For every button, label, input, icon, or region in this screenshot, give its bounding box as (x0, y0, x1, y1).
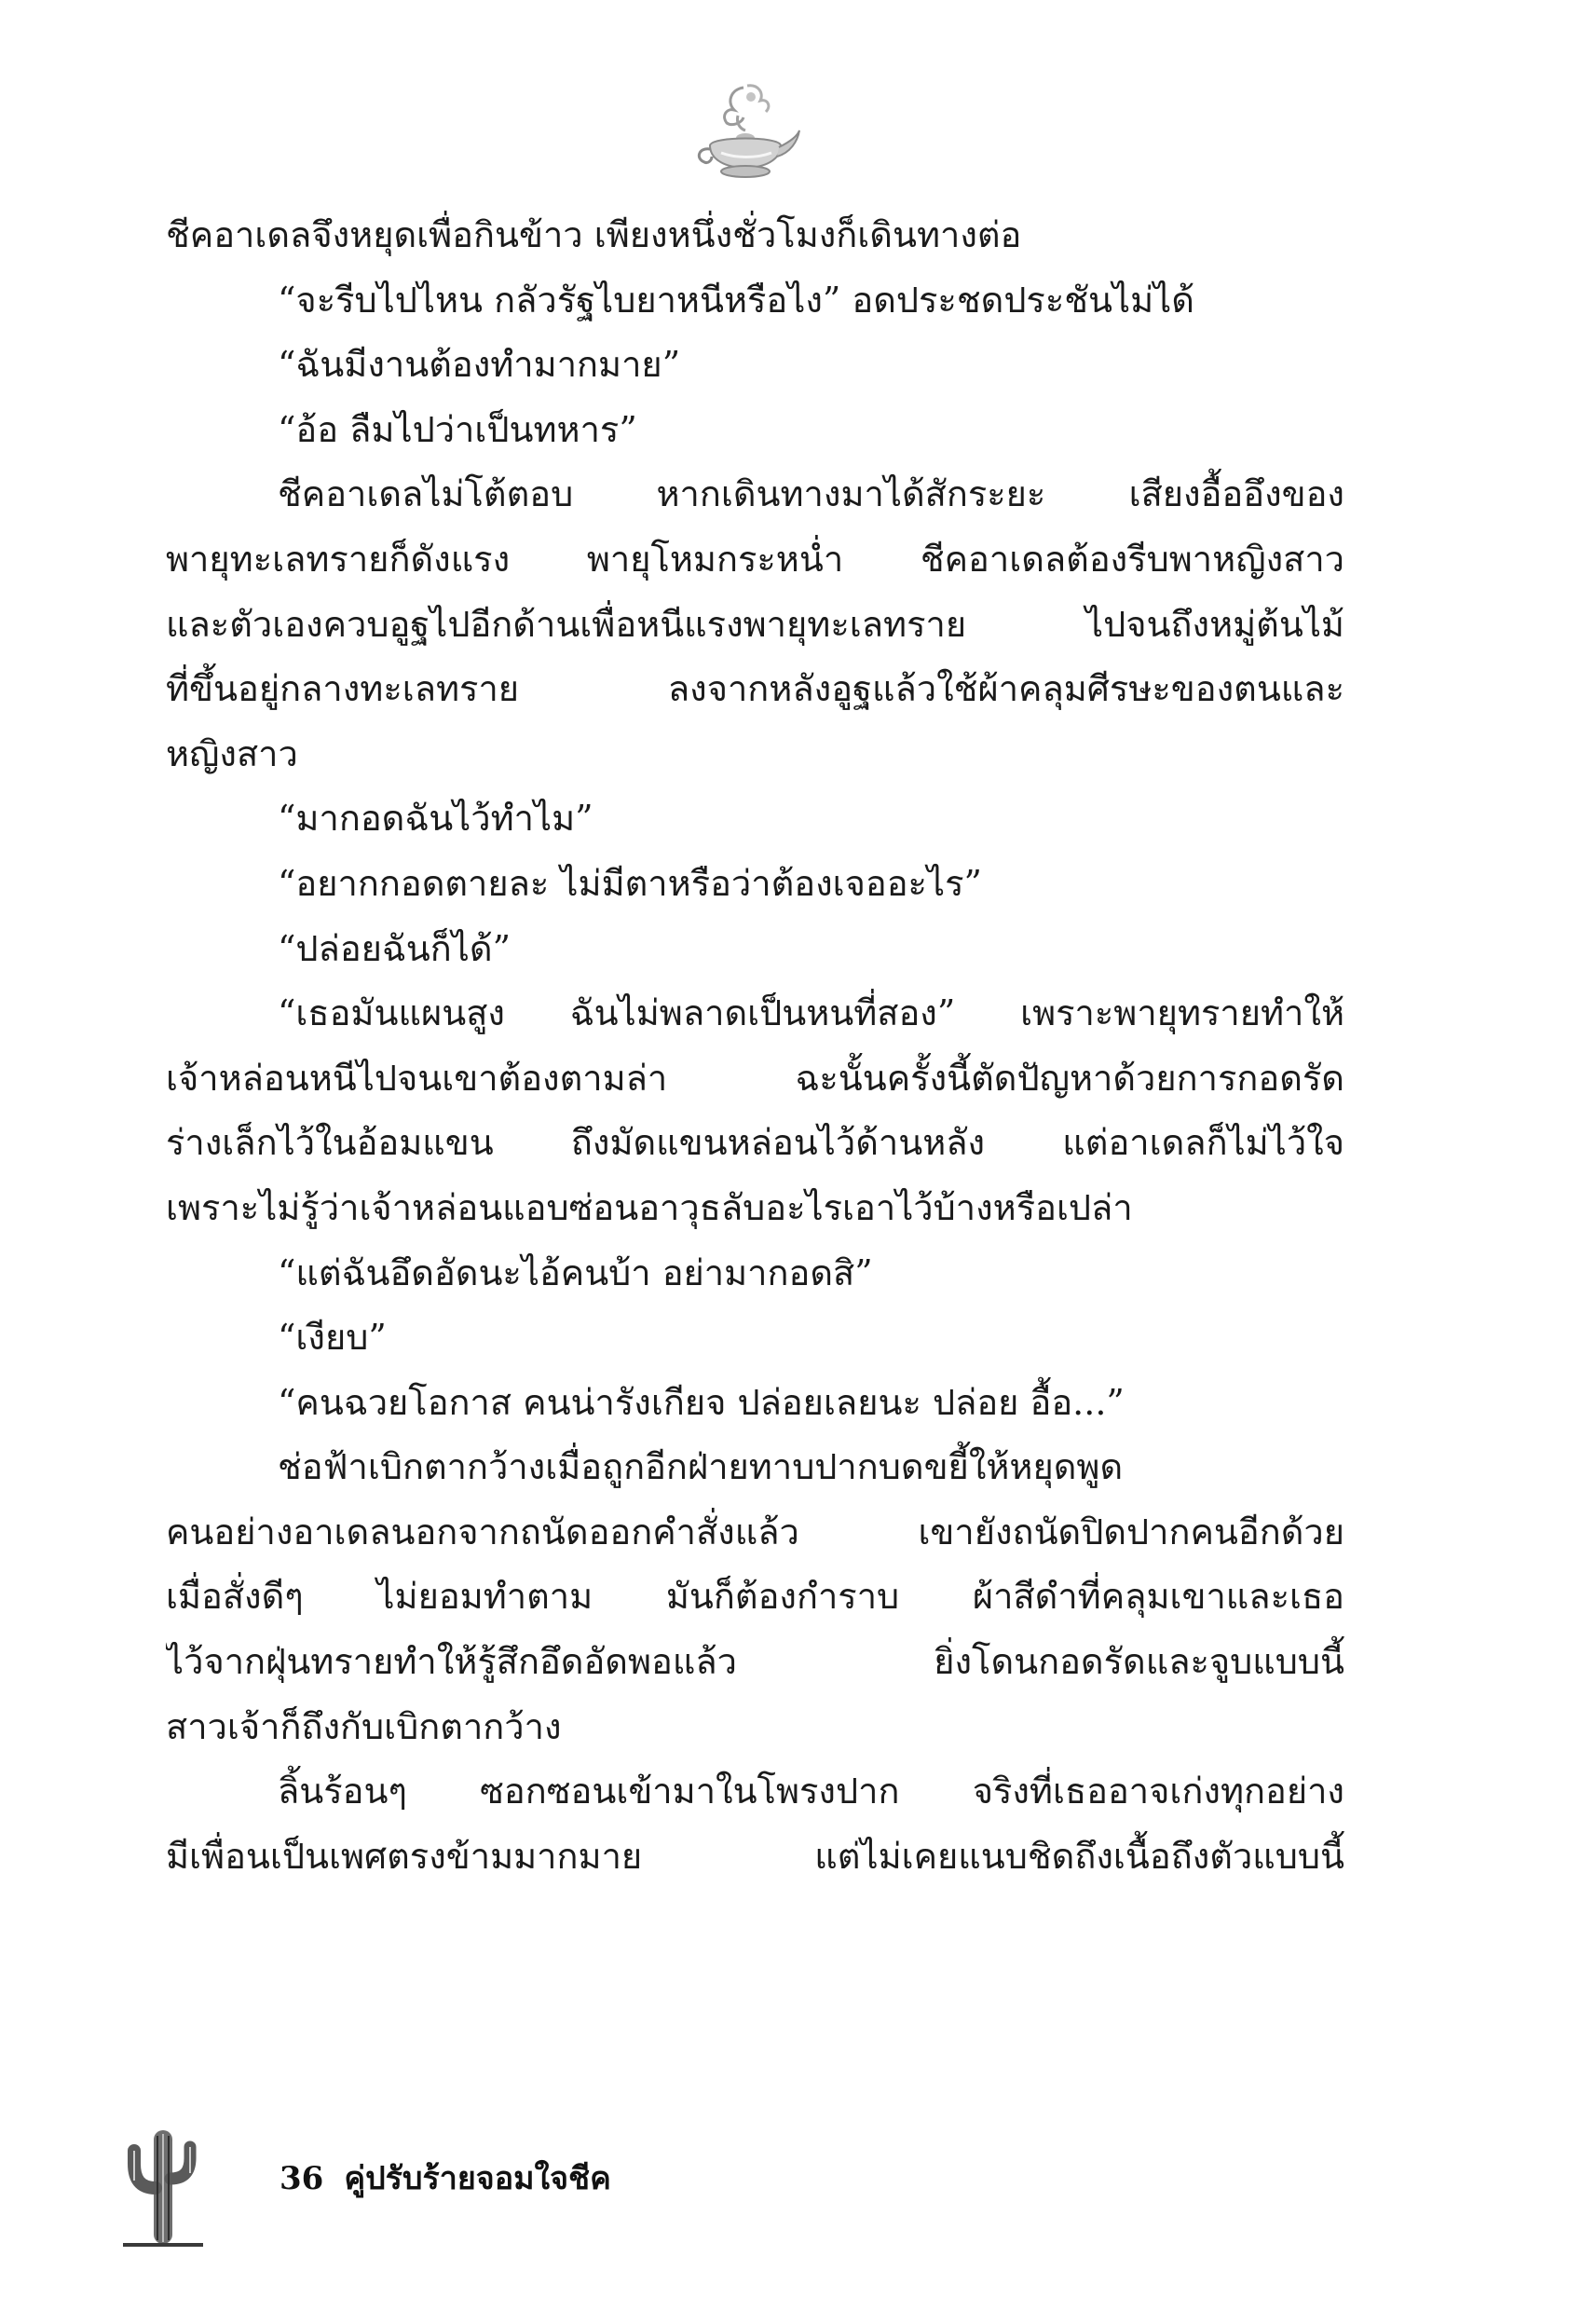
text-line: “ฉันมีงานต้องทำมากมาย” (278, 344, 681, 386)
text-line: “มากอดฉันไว้ทำไม” (278, 798, 593, 840)
body-text (166, 203, 1344, 1889)
page-number: 36 (280, 2160, 324, 2197)
text-line: ร่างเล็กไว้ในอ้อมแขน ถึงมัดแขนหล่อนไว้ด้านหลัง แต่อาเดลก็ไม่ไว้ใจ (166, 1122, 1344, 1164)
text-line: ไว้จากฝุ่นทรายทำให้รู้สึกอึดอัดพอแล้ว ยิ่งโดนกอดรัดและจูบแบบนี้ (166, 1641, 1344, 1683)
text-line: เมื่อสั่งดีๆ ไม่ยอมทำตาม มันก็ต้องกำราบ ผ้าสีดำที่คลุมเขาและเธอ (166, 1576, 1344, 1618)
text-line: ช่อฟ้าเบิกตากว้างเมื่อถูกอีกฝ่ายทาบปากบดขยี้ให้หยุดพูด (278, 1446, 1124, 1488)
text-line: มีเพื่อนเป็นเพศตรงข้ามมากมาย แต่ไม่เคยแนบชิดถึงเนื้อถึงตัวแบบนี้ (166, 1835, 1344, 1877)
cactus-icon (123, 2123, 203, 2249)
text-line: “จะรีบไปไหน กลัวรัฐไบยาหนีหรือไง” อดประชดประชันไม่ได้ (278, 279, 1194, 321)
text-line: ลิ้นร้อนๆ ซอกซอนเข้ามาในโพรงปาก จริงที่เธออาจเก่งทุกอย่าง (278, 1771, 1344, 1812)
text-line: ชีคอาเดลไม่โต้ตอบ หากเดินทางมาได้สักระยะ เสียงอื้ออึงของ (278, 473, 1344, 515)
text-line: หญิงสาว (166, 732, 298, 774)
text-line: “อยากกอดตายละ ไม่มีตาหรือว่าต้องเจออะไร” (278, 862, 982, 904)
text-line: คนอย่างอาเดลนอกจากถนัดออกคำสั่งแล้ว เขายังถนัดปิดปากคนอีกด้วย (166, 1511, 1344, 1552)
text-line: เจ้าหล่อนหนีไปจนเขาต้องตามล่า ฉะนั้นครั้งนี้ตัดปัญหาด้วยการกอดรัด (166, 1057, 1344, 1099)
book-title: คู่ปรับร้ายจอมใจชีค (344, 2160, 611, 2197)
text-line: “เธอมันแผนสูง ฉันไม่พลาดเป็นหนที่สอง” เพราะพายุทรายทำให้ (278, 992, 1344, 1034)
text-line: สาวเจ้าก็ถึงกับเบิกตากว้าง (166, 1705, 562, 1747)
text-line: “อ้อ ลืมไปว่าเป็นทหาร” (278, 408, 637, 450)
text-line: พายุทะเลทรายก็ดังแรง พายุโหมกระหน่ำ ชีคอาเดลต้องรีบพาหญิงสาว (166, 538, 1344, 580)
text-line: “เงียบ” (278, 1317, 387, 1359)
text-line: “คนฉวยโอกาส คนน่ารังเกียจ ปล่อยเลยนะ ปล่อย อื้อ...” (278, 1381, 1125, 1423)
text-line: ชีคอาเดลจึงหยุดเพื่อกินข้าว เพียงหนึ่งชั่วโมงก็เดินทางต่อ (166, 214, 1022, 255)
text-line: “ปล่อยฉันก็ได้” (278, 927, 512, 969)
text-line: ที่ขึ้นอยู่กลางทะเลทราย ลงจากหลังอูฐแล้วใช้ผ้าคลุมศีรษะของตนและ (166, 668, 1344, 710)
page-footer (280, 2153, 611, 2203)
genie-lamp-icon (689, 80, 801, 183)
text-line: และตัวเองควบอูฐไปอีกด้านเพื่อหนีแรงพายุทะเลทราย ไปจนถึงหมู่ต้นไม้ (166, 603, 1344, 645)
text-line: “แต่ฉันอึดอัดนะไอ้คนบ้า อย่ามากอดสิ” (278, 1251, 873, 1293)
text-line: เพราะไม่รู้ว่าเจ้าหล่อนแอบซ่อนอาวุธลับอะไรเอาไว้บ้างหรือเปล่า (166, 1186, 1133, 1228)
